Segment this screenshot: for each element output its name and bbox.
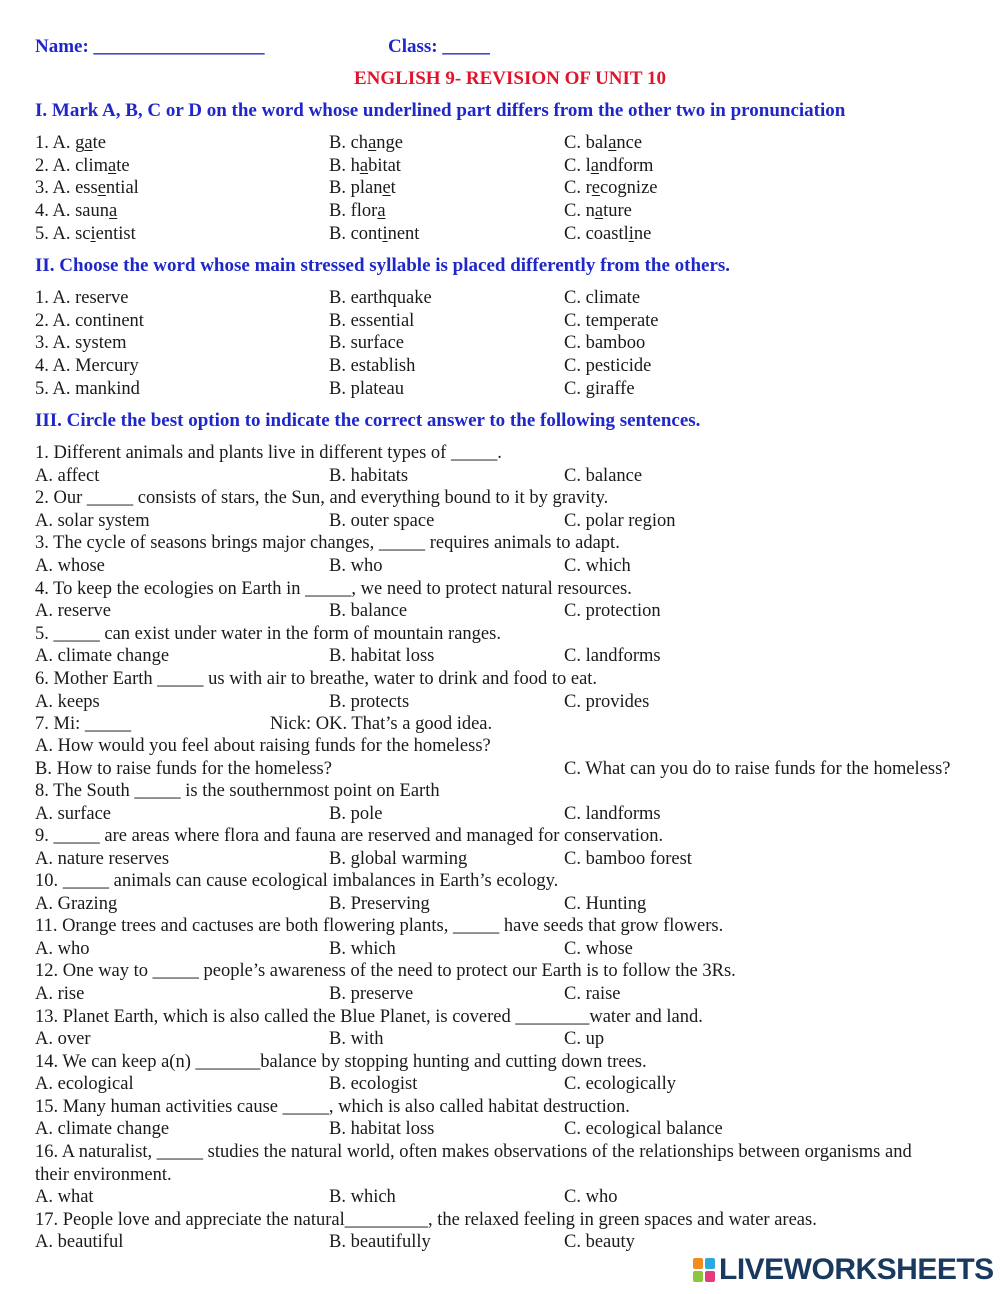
underlined-letter: i (382, 223, 388, 244)
question-12-option-b[interactable]: B. preserve (329, 984, 414, 1004)
s1-q5-option-a[interactable] (35, 224, 136, 245)
s2-q2-option-c[interactable]: C. temperate (564, 310, 659, 331)
option-text-part: t (390, 178, 396, 199)
option-text-part: B. plan (329, 178, 383, 199)
question-4-option-a[interactable]: A. reserve (35, 601, 112, 622)
question-17-option-a[interactable]: A. beautiful (35, 1232, 124, 1252)
question-6-option-c[interactable]: C. provides (564, 691, 650, 712)
question-8-option-b[interactable]: B. pole (329, 803, 383, 824)
question-1-option-b[interactable]: B. habitats (329, 465, 409, 486)
s2-q3-option-a[interactable]: 3. A. system (35, 333, 127, 354)
s2-q4-option-a[interactable]: 4. A. Mercury (35, 356, 139, 377)
question-9-text: 9. _____ are areas where flora and fauna are reserved and managed for conservation. (35, 826, 664, 847)
question-2-option-c[interactable]: C. polar region (564, 510, 676, 531)
section-2-heading: II. Choose the word whose main stressed syllable is placed differently from the others. (35, 255, 731, 276)
option-text-part: nce (616, 133, 643, 153)
s1-q2-option-b[interactable] (329, 156, 401, 177)
underlined-letter: a (590, 155, 599, 176)
s1-q3-option-a[interactable] (35, 178, 139, 199)
question-13-option-b[interactable]: B. with (329, 1029, 384, 1050)
s2-q4-option-b[interactable]: B. establish (329, 356, 416, 377)
option-text-part: 4. A. saun (35, 201, 109, 222)
s1-q5-option-c[interactable] (564, 224, 651, 245)
question-7-option-c[interactable]: C. What can you do to raise funds for the homeless? (564, 759, 951, 779)
question-15-option-c[interactable]: C. ecological balance (564, 1119, 723, 1140)
question-11-option-b[interactable]: B. which (329, 938, 396, 959)
option-text-part: te (92, 133, 106, 153)
question-11-option-c[interactable]: C. whose (564, 938, 633, 959)
question-6-text: 6. Mother Earth _____ us with air to breathe, water to drink and food to eat. (35, 669, 598, 689)
s2-q2-option-a[interactable]: 2. A. continent (35, 310, 144, 331)
class-field-label: Class: _____ (388, 36, 490, 57)
question-2-option-b[interactable]: B. outer space (329, 510, 435, 531)
question-8-option-c[interactable]: C. landforms (564, 803, 661, 824)
s1-q3-option-b[interactable] (329, 178, 396, 199)
option-text-part: nge (376, 133, 403, 153)
option-text-part: 2. A. clim (35, 155, 108, 176)
question-14-option-b[interactable]: B. ecologist (329, 1074, 418, 1095)
question-7-nick: Nick: OK. That’s a good idea. (270, 714, 493, 734)
s1-q1-option-a[interactable] (35, 133, 106, 154)
question-8-text: 8. The South _____ is the southernmost point on Earth (35, 781, 440, 801)
question-13-option-c[interactable]: C. up (564, 1029, 605, 1050)
underlined-letter: e (97, 178, 106, 199)
question-16-option-b[interactable]: B. which (329, 1187, 396, 1207)
s2-q2-option-b[interactable]: B. essential (329, 310, 415, 331)
liveworksheets-logo[interactable] (693, 1254, 994, 1286)
option-text-part: cognize (599, 178, 658, 199)
question-4-text: 4. To keep the ecologies on Earth in _____, we need to protect natural resources. (35, 578, 632, 599)
s2-q4-option-c[interactable]: C. pesticide (564, 356, 652, 377)
question-3-option-a[interactable]: A. whose (35, 556, 105, 576)
option-text-part: 1. A. g (35, 133, 85, 153)
s2-q5-option-c[interactable]: C. giraffe (564, 378, 635, 399)
option-text-part: ndform (598, 155, 654, 176)
question-11-text: 11. Orange trees and cactuses are both flowering plants, _____ have seeds that grow flowers. (35, 916, 724, 937)
question-1-option-c[interactable]: C. balance (564, 465, 643, 486)
section-3-heading: III. Circle the best option to indicate the correct answer to the following sentences. (35, 410, 701, 431)
question-5-option-c[interactable]: C. landforms (564, 646, 661, 667)
question-14-text: 14. We can keep a(n) _______balance by stopping hunting and cutting down trees. (35, 1051, 647, 1072)
question-10-option-c[interactable]: C. Hunting (564, 893, 647, 914)
question-14-option-a[interactable]: A. ecological (35, 1074, 134, 1095)
s2-q3-option-c[interactable]: C. bamboo (564, 333, 646, 354)
underlined-letter: i (628, 223, 634, 244)
s1-q1-option-c[interactable] (564, 133, 642, 154)
question-2-option-a[interactable]: A. solar system (35, 510, 150, 531)
option-text-part: ntial (105, 178, 139, 199)
question-17-option-b[interactable]: B. beautifully (329, 1232, 431, 1252)
option-text-part: ne (633, 223, 652, 244)
underlined-letter: a (107, 155, 117, 176)
question-15-option-a[interactable]: A. climate change (35, 1119, 170, 1140)
option-text-part: bitat (368, 155, 401, 176)
s1-q1-option-b[interactable] (329, 133, 403, 154)
option-text-part: C. coastl (564, 223, 629, 244)
question-1-text: 1. Different animals and plants live in different types of _____. (35, 443, 502, 463)
s2-q5-option-b[interactable]: B. plateau (329, 378, 405, 399)
question-12-option-c[interactable]: C. raise (564, 984, 621, 1004)
option-text-part: ture (603, 201, 632, 222)
option-text-part: B. ch (329, 133, 369, 153)
option-text-part: C. bal (564, 133, 609, 153)
option-text-part: C. r (564, 178, 592, 199)
underlined-letter: a (368, 133, 377, 153)
question-14-option-c[interactable]: C. ecologically (564, 1074, 676, 1095)
s1-q3-option-c[interactable] (564, 178, 658, 199)
question-17-text: 17. People love and appreciate the natural_________, the relaxed feeling in green spaces and water areas. (35, 1210, 817, 1230)
liveworksheets-logo-text: LIVEWORKSHEETS (719, 1253, 994, 1286)
underlined-letter: a (377, 201, 386, 222)
question-12-text: 12. One way to _____ people’s awareness of the need to protect our Earth is to follow the 3Rs. (35, 961, 736, 982)
s2-q1-option-c[interactable]: C. climate (564, 288, 641, 308)
option-text-part: C. l (564, 155, 591, 176)
question-5-text: 5. _____ can exist under water in the form of mountain ranges. (35, 623, 501, 644)
s1-q4-option-b[interactable] (329, 201, 386, 222)
question-4-option-b[interactable]: B. balance (329, 601, 408, 622)
question-5-option-b[interactable]: B. habitat loss (329, 646, 435, 667)
s1-q4-option-a[interactable] (35, 201, 117, 222)
underlined-letter: a (359, 155, 369, 176)
option-text-part: B. h (329, 155, 360, 176)
option-text-part: C. n (564, 201, 595, 222)
question-17-option-c[interactable]: C. beauty (564, 1232, 635, 1252)
question-6-option-b[interactable]: B. protects (329, 691, 410, 712)
question-4-option-c[interactable]: C. protection (564, 601, 661, 622)
question-5-option-a[interactable]: A. climate change (35, 646, 170, 667)
s2-q3-option-b[interactable]: B. surface (329, 333, 404, 354)
underlined-letter: a (109, 201, 118, 222)
question-3-option-c[interactable]: C. which (564, 556, 631, 576)
question-6-option-a[interactable]: A. keeps (35, 691, 100, 712)
s2-q1-option-a[interactable]: 1. A. reserve (35, 288, 129, 308)
section-1-heading: I. Mark A, B, C or D on the word whose underlined part differs from the other two in pronunciation (35, 100, 846, 121)
question-3-text: 3. The cycle of seasons brings major changes, _____ requires animals to adapt. (35, 533, 620, 554)
underlined-letter: a (84, 133, 93, 153)
question-8-option-a[interactable]: A. surface (35, 803, 112, 824)
underlined-letter: i (90, 223, 96, 244)
question-16-text-line1: 16. A naturalist, _____ studies the natural world, often makes observations of the relationships between organisms and (35, 1142, 912, 1162)
underlined-letter: e (382, 178, 391, 199)
option-text-part: B. cont (329, 223, 383, 244)
question-12-option-a[interactable]: A. rise (35, 984, 85, 1004)
s1-q2-option-c[interactable] (564, 156, 653, 177)
question-16-option-a[interactable]: A. what (35, 1187, 94, 1207)
question-7-text: 7. Mi: _____ (35, 714, 132, 734)
question-7-option-a[interactable]: A. How would you feel about raising funds for the homeless? (35, 736, 491, 756)
question-2-text: 2. Our _____ consists of stars, the Sun, and everything bound to it by gravity. (35, 488, 609, 509)
option-text-part: 3. A. ess (35, 178, 98, 199)
question-9-option-c[interactable]: C. bamboo forest (564, 848, 692, 869)
s2-q1-option-b[interactable]: B. earthquake (329, 288, 432, 308)
question-13-text: 13. Planet Earth, which is also called the Blue Planet, is covered ________water and land. (35, 1006, 703, 1027)
question-7-option-b[interactable]: B. How to raise funds for the homeless? (35, 759, 332, 779)
question-15-text: 15. Many human activities cause _____, which is also called habitat destruction. (35, 1096, 630, 1117)
option-text-part: entist (95, 223, 136, 244)
question-11-option-a[interactable]: A. who (35, 938, 90, 959)
s1-q5-option-b[interactable] (329, 224, 419, 245)
question-9-option-b[interactable]: B. global warming (329, 848, 468, 869)
question-16-option-c[interactable]: C. who (564, 1187, 618, 1207)
s1-q2-option-a[interactable] (35, 156, 130, 177)
liveworksheets-mark-icon (693, 1258, 715, 1282)
s1-q4-option-c[interactable] (564, 201, 632, 222)
underlined-letter: a (608, 133, 617, 153)
s2-q5-option-a[interactable]: 5. A. mankind (35, 378, 140, 399)
question-10-option-b[interactable]: B. Preserving (329, 893, 430, 914)
option-text-part: 5. A. sc (35, 223, 91, 244)
question-9-option-a[interactable]: A. nature reserves (35, 848, 170, 869)
option-text-part: te (116, 155, 130, 176)
page-title: ENGLISH 9- REVISION OF UNIT 10 (354, 68, 666, 89)
option-text-part: nent (387, 223, 420, 244)
question-15-option-b[interactable]: B. habitat loss (329, 1119, 435, 1140)
underlined-letter: e (591, 178, 600, 199)
question-1-option-a[interactable]: A. affect (35, 465, 100, 486)
name-field-label: Name: __________________ (35, 36, 265, 57)
question-13-option-a[interactable]: A. over (35, 1029, 91, 1050)
question-16-text-line2: their environment. (35, 1165, 172, 1185)
underlined-letter: a (594, 201, 604, 222)
question-3-option-b[interactable]: B. who (329, 556, 383, 576)
question-10-option-a[interactable]: A. Grazing (35, 893, 118, 914)
question-10-text: 10. _____ animals can cause ecological imbalances in Earth’s ecology. (35, 871, 559, 892)
option-text-part: B. flor (329, 201, 378, 222)
